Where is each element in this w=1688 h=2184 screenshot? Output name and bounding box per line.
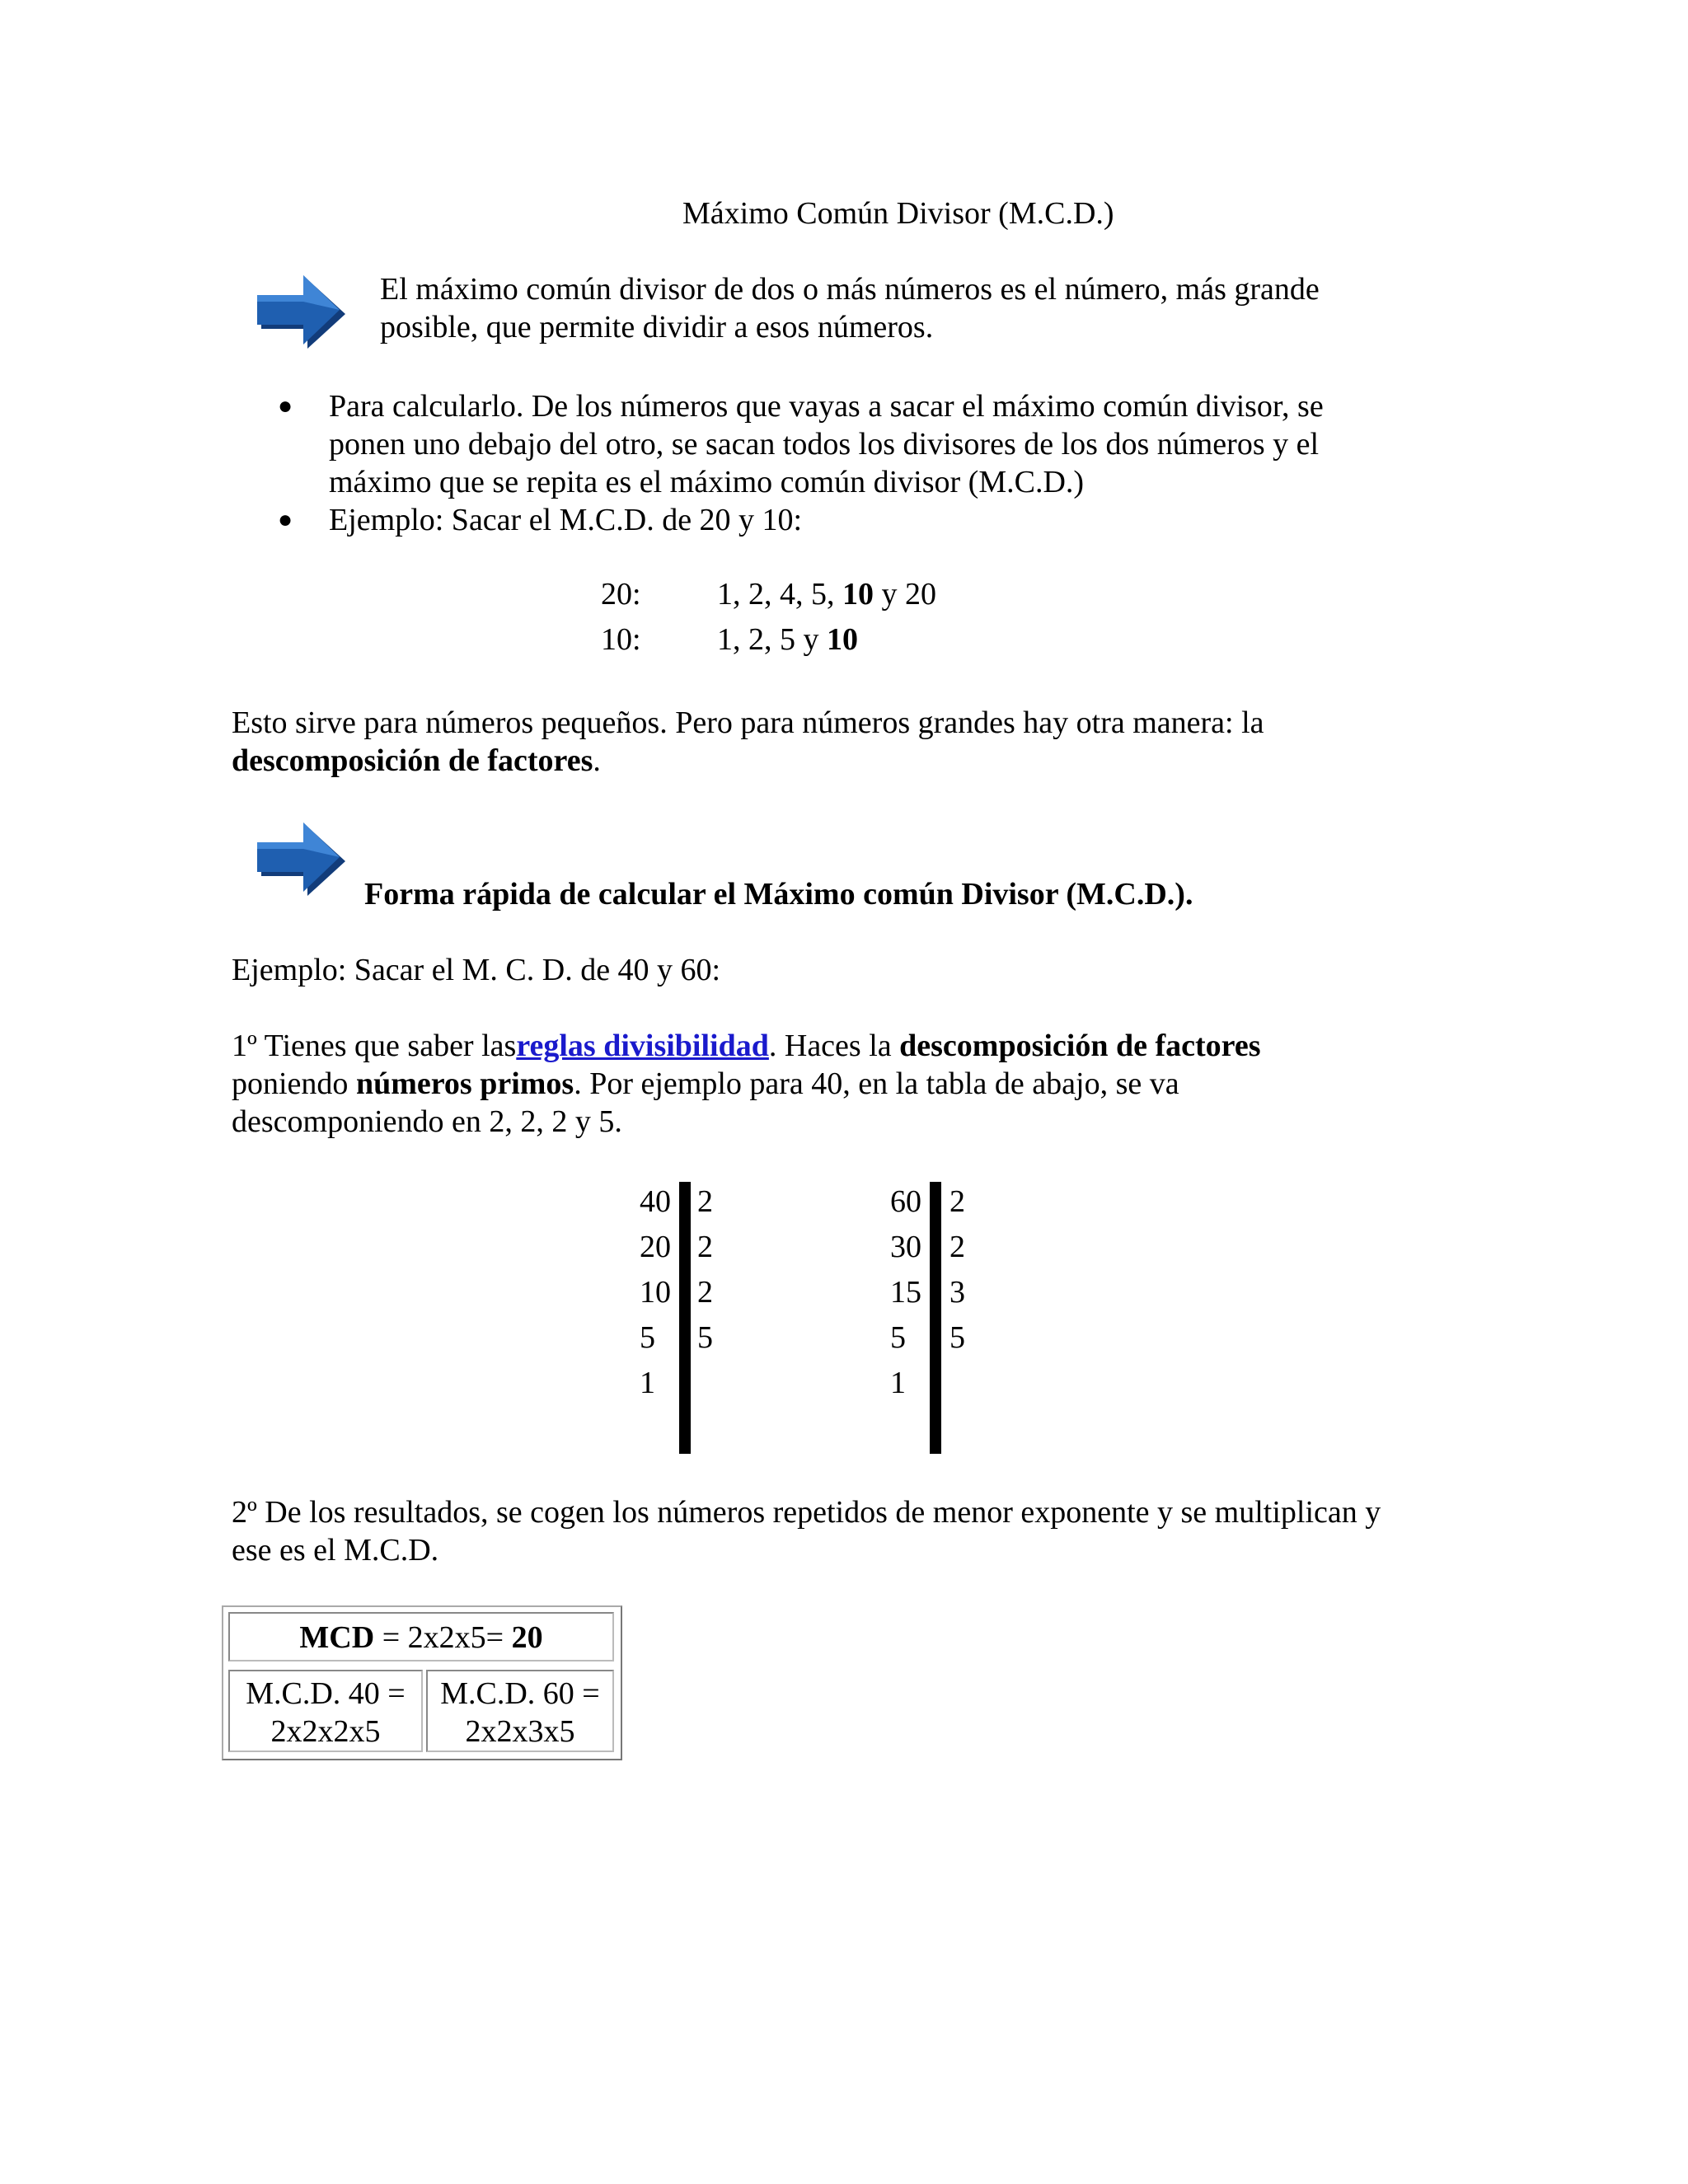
example-values: 1, 2, 4, 5, 10 y 20: [717, 577, 936, 612]
step2-line: ese es el M.C.D.: [232, 1533, 439, 1568]
step2-paragraph: [232, 1493, 1381, 1569]
factor-prime: 5: [697, 1320, 713, 1355]
bullet-line: Para calcularlo. De los números que vayas a sacar el máximo común divisor, se: [329, 389, 1324, 424]
example-row: [0, 575, 1688, 613]
intro-line: posible, que permite dividir a esos números.: [380, 310, 934, 344]
factor-number: 10: [640, 1275, 671, 1310]
example-row: [0, 621, 1688, 658]
bullet-dot: ●: [278, 392, 293, 419]
note-line: Esto sirve para números pequeños. Pero para números grandes hay otra manera: la: [232, 705, 1264, 740]
result-table: [222, 1605, 622, 1760]
bullet-line: ponen uno debajo del otro, se sacan todos los divisores de los dos números y el: [329, 427, 1320, 462]
division-bar: [679, 1182, 691, 1454]
right-arrow-icon: [252, 819, 346, 898]
factor-number: 1: [890, 1366, 906, 1400]
factor-prime: 2: [697, 1184, 713, 1219]
note-bold: descomposición de factores: [232, 743, 593, 778]
result-cell-40: M.C.D. 40 = 2x2x2x5: [228, 1670, 423, 1752]
step2-line: 2º De los resultados, se cogen los números repetidos de menor exponente y se multiplican y: [232, 1495, 1381, 1530]
factor-prime: 5: [950, 1320, 965, 1355]
result-cell-60: M.C.D. 60 = 2x2x3x5: [426, 1670, 614, 1752]
bullet-line: Ejemplo: Sacar el M.C.D. de 20 y 10:: [329, 503, 803, 537]
factor-prime: 2: [950, 1184, 965, 1219]
example-label: 20:: [601, 577, 641, 612]
factor-number: 40: [640, 1184, 671, 1219]
factor-number: 20: [640, 1230, 671, 1264]
note-paragraph: Esto sirve para números pequeños. Pero para números grandes hay otra manera: la descomposición de factores.: [232, 705, 1264, 778]
intro-line: El máximo común divisor de dos o más números es el número, más grande: [380, 272, 1320, 307]
factor-number: 60: [890, 1184, 921, 1219]
factor-number: 1: [640, 1366, 655, 1400]
right-arrow-icon: [252, 272, 346, 351]
factor-number: 15: [890, 1275, 921, 1310]
factor-number: 5: [890, 1320, 906, 1355]
result-header-cell: MCD = 2x2x5= 20: [228, 1612, 614, 1661]
intro-paragraph: [380, 270, 1320, 346]
section-heading: Forma rápida de calcular el Máximo común Divisor (M.C.D.).: [364, 877, 1193, 912]
bullet-line: máximo que se repita es el máximo común divisor (M.C.D.): [329, 465, 1085, 499]
example-values: 1, 2, 5 y 10: [717, 622, 858, 657]
bullet-dot: ●: [278, 506, 293, 533]
division-bar: [930, 1182, 941, 1454]
factor-prime: 2: [697, 1275, 713, 1310]
example-label: 10:: [601, 622, 641, 657]
step1-paragraph: 1º Tienes que saber lasreglas divisibilidad. Haces la descomposición de factores poniendo números primos. Por ejemplo para 40, en la tabla de abajo, se va descomponiendo en 2, 2, 2 y 5.: [232, 1029, 1261, 1139]
factor-prime: 2: [697, 1230, 713, 1264]
page-title: Máximo Común Divisor (M.C.D.): [682, 196, 1114, 231]
example2-text: Ejemplo: Sacar el M. C. D. de 40 y 60:: [232, 953, 721, 987]
factor-number: 5: [640, 1320, 655, 1355]
reglas-divisibilidad-link[interactable]: reglas divisibilidad: [516, 1029, 769, 1063]
factor-prime: 2: [950, 1230, 965, 1264]
factor-number: 30: [890, 1230, 921, 1264]
factor-prime: 3: [950, 1275, 965, 1310]
